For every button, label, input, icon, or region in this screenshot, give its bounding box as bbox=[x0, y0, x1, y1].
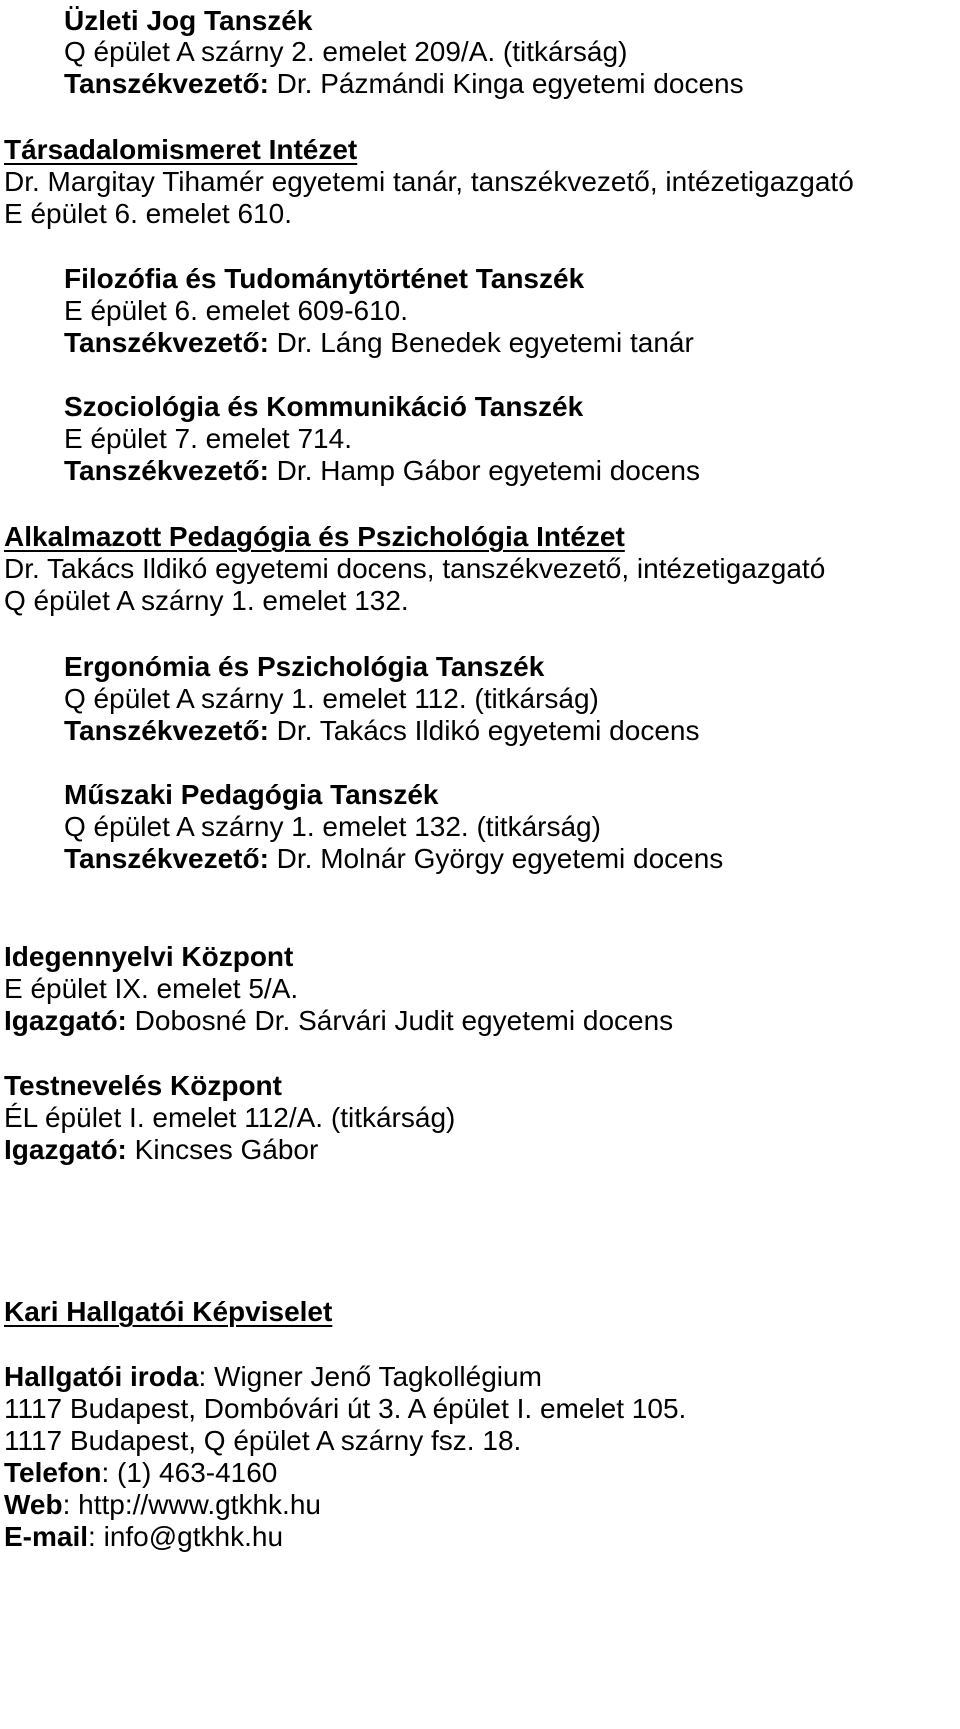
dept-head-uzleti-jog bbox=[64, 67, 744, 101]
khk-phone bbox=[4, 1456, 277, 1490]
head-value: Dr. Láng Benedek egyetemi tanár bbox=[268, 327, 694, 358]
office-label: Hallgatói iroda bbox=[4, 1361, 199, 1392]
head-value: Dobosné Dr. Sárvári Judit egyetemi docens bbox=[126, 1005, 674, 1036]
email-link[interactable]: info@gtkhk.hu bbox=[103, 1521, 284, 1552]
dept-location-szociologia: E épület 7. emelet 714. bbox=[64, 423, 352, 454]
institute-title-tarsadalomismeret: Társadalomismeret Intézet bbox=[4, 134, 358, 165]
dept-location-filozofia: E épület 6. emelet 609-610. bbox=[64, 295, 409, 326]
web-label: Web bbox=[4, 1489, 63, 1520]
head-value: Dr. Takács Ildikó egyetemi docens bbox=[268, 715, 700, 746]
dept-title-muszaki-pedagogia: Műszaki Pedagógia Tanszék bbox=[64, 779, 439, 810]
email-separator: : bbox=[88, 1521, 104, 1552]
dept-location-uzleti-jog: Q épület A szárny 2. emelet 209/A. (titkárság) bbox=[64, 36, 628, 67]
center-location-idegennyelvi: E épület IX. emelet 5/A. bbox=[4, 973, 299, 1004]
center-location-testneveles: ÉL épület I. emelet 112/A. (titkárság) bbox=[4, 1102, 456, 1133]
dept-title-szociologia: Szociológia és Kommunikáció Tanszék bbox=[64, 391, 584, 422]
head-value: Dr. Hamp Gábor egyetemi docens bbox=[268, 455, 700, 486]
head-label: Tanszékvezető: bbox=[64, 68, 269, 99]
dept-head-filozofia bbox=[64, 326, 694, 360]
head-label: Tanszékvezető: bbox=[64, 327, 269, 358]
khk-address-1: 1117 Budapest, Dombóvári út 3. A épület I. emelet 105. bbox=[4, 1393, 687, 1424]
khk-address-2: 1117 Budapest, Q épület A szárny fsz. 18. bbox=[4, 1425, 522, 1456]
section-title-khk: Kari Hallgatói Képviselet bbox=[4, 1296, 333, 1327]
office-value: : Wigner Jenő Tagkollégium bbox=[198, 1361, 542, 1392]
khk-web bbox=[4, 1488, 321, 1522]
head-label: Tanszékvezető: bbox=[64, 715, 269, 746]
phone-value: : (1) 463-4160 bbox=[101, 1457, 278, 1488]
center-title-testneveles: Testnevelés Központ bbox=[4, 1070, 282, 1101]
phone-label: Telefon bbox=[4, 1457, 102, 1488]
center-head-testneveles bbox=[4, 1133, 318, 1167]
head-label: Tanszékvezető: bbox=[64, 843, 269, 874]
head-value: Kincses Gábor bbox=[126, 1134, 319, 1165]
head-value: Dr. Molnár György egyetemi docens bbox=[268, 843, 724, 874]
center-head-idegennyelvi bbox=[4, 1004, 673, 1038]
web-separator: : bbox=[62, 1489, 79, 1520]
dept-location-ergonomia: Q épület A szárny 1. emelet 112. (titkárság) bbox=[64, 683, 599, 714]
institute-location-alkalmazott: Q épület A szárny 1. emelet 132. bbox=[4, 585, 409, 616]
dept-title-uzleti-jog: Üzleti Jog Tanszék bbox=[64, 5, 313, 36]
dept-head-ergonomia bbox=[64, 714, 699, 748]
dept-title-filozofia: Filozófia és Tudománytörténet Tanszék bbox=[64, 263, 585, 294]
dept-head-muszaki-pedagogia bbox=[64, 842, 723, 876]
center-title-idegennyelvi: Idegennyelvi Központ bbox=[4, 941, 294, 972]
institute-director-alkalmazott: Dr. Takács Ildikó egyetemi docens, tanszékvezető, intézetigazgató bbox=[4, 553, 826, 584]
institute-location-tarsadalomismeret: E épület 6. emelet 610. bbox=[4, 198, 292, 229]
head-label: Igazgató: bbox=[4, 1005, 127, 1036]
head-value: Dr. Pázmándi Kinga egyetemi docens bbox=[268, 68, 744, 99]
head-label: Igazgató: bbox=[4, 1134, 127, 1165]
dept-location-muszaki-pedagogia: Q épület A szárny 1. emelet 132. (titkárság) bbox=[64, 811, 601, 842]
khk-office bbox=[4, 1360, 542, 1394]
khk-email bbox=[4, 1520, 283, 1554]
dept-head-szociologia bbox=[64, 454, 700, 488]
institute-director-tarsadalomismeret: Dr. Margitay Tihamér egyetemi tanár, tanszékvezető, intézetigazgató bbox=[4, 166, 854, 197]
email-label: E-mail bbox=[4, 1521, 89, 1552]
dept-title-ergonomia: Ergonómia és Pszichológia Tanszék bbox=[64, 651, 545, 682]
institute-title-alkalmazott: Alkalmazott Pedagógia és Pszichológia Intézet bbox=[4, 521, 625, 552]
web-link[interactable]: http://www.gtkhk.hu bbox=[78, 1489, 321, 1520]
head-label: Tanszékvezető: bbox=[64, 455, 269, 486]
